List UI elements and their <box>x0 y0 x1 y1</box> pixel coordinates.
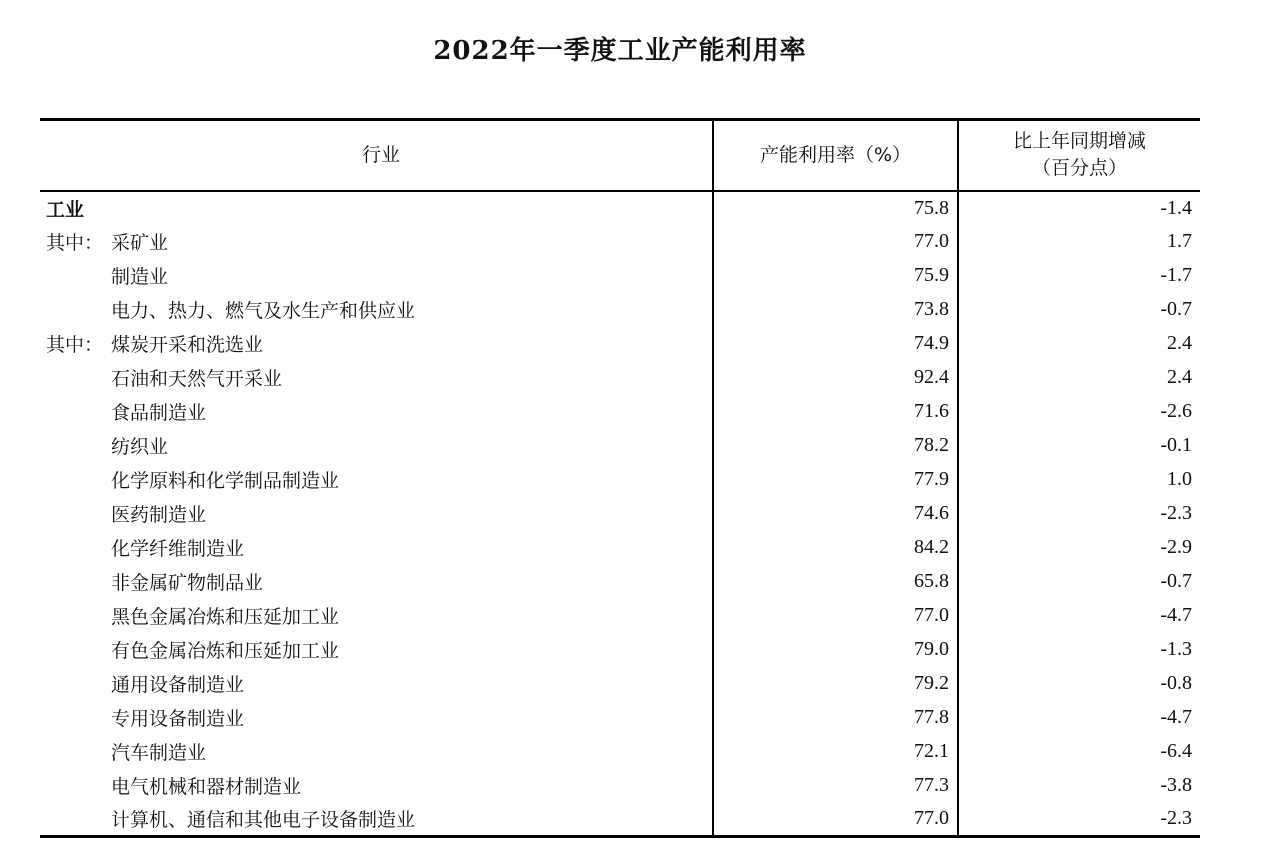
change-value: -4.7 <box>958 701 1200 735</box>
rate-value: 75.9 <box>713 259 958 293</box>
industry-cell <box>40 701 713 735</box>
table-row <box>40 769 1200 803</box>
rate-value: 74.6 <box>713 497 958 531</box>
change-value: -0.1 <box>958 429 1200 463</box>
capacity-utilization-table <box>40 118 1200 838</box>
industry-cell <box>40 633 713 667</box>
industry-cell <box>40 395 713 429</box>
industry-name: 纺织业 <box>111 436 169 458</box>
industry-name: 医药制造业 <box>111 504 207 526</box>
industry-cell <box>40 259 713 293</box>
change-value: -4.7 <box>958 599 1200 633</box>
industry-name: 非金属矿物制品业 <box>111 572 264 594</box>
industry-name: 电气机械和器材制造业 <box>111 776 302 798</box>
rate-value: 77.9 <box>713 463 958 497</box>
table-row <box>40 735 1200 769</box>
table-row <box>40 225 1200 259</box>
industry-cell <box>40 361 713 395</box>
industry-name: 制造业 <box>111 266 169 288</box>
industry-cell <box>40 599 713 633</box>
rate-value: 77.3 <box>713 769 958 803</box>
table-row <box>40 667 1200 701</box>
change-value: 1.0 <box>958 463 1200 497</box>
rate-value: 92.4 <box>713 361 958 395</box>
table-row <box>40 633 1200 667</box>
table-row <box>40 531 1200 565</box>
industry-name: 黑色金属冶炼和压延加工业 <box>111 606 340 628</box>
rate-value: 71.6 <box>713 395 958 429</box>
rate-value: 74.9 <box>713 327 958 361</box>
industry-cell <box>40 803 713 837</box>
industry-name: 计算机、通信和其他电子设备制造业 <box>111 809 416 832</box>
table-row <box>40 463 1200 497</box>
industry-name: 煤炭开采和洗选业 <box>111 334 264 356</box>
industry-cell <box>40 293 713 327</box>
change-value: -0.7 <box>958 565 1200 599</box>
rate-value: 75.8 <box>713 191 958 225</box>
change-value: -1.3 <box>958 633 1200 667</box>
page-title: 2022年一季度工业产能利用率 <box>433 36 807 66</box>
industry-cell <box>40 463 713 497</box>
header-change <box>958 120 1200 191</box>
table-row <box>40 191 1200 225</box>
industry-name: 汽车制造业 <box>111 742 207 764</box>
change-value: -2.3 <box>958 497 1200 531</box>
rate-value: 79.2 <box>713 667 958 701</box>
rate-value: 78.2 <box>713 429 958 463</box>
industry-name: 电力、热力、燃气及水生产和供应业 <box>111 300 416 322</box>
industry-cell <box>40 429 713 463</box>
rate-value: 77.0 <box>713 225 958 259</box>
table-row <box>40 361 1200 395</box>
industry-name: 通用设备制造业 <box>111 674 245 696</box>
change-value: 2.4 <box>958 327 1200 361</box>
change-value: -3.8 <box>958 769 1200 803</box>
change-value: -2.3 <box>958 803 1200 837</box>
rate-value: 77.0 <box>713 803 958 837</box>
industry-cell <box>40 225 713 259</box>
industry-name: 食品制造业 <box>111 402 207 424</box>
table-row <box>40 803 1200 837</box>
table-header-row <box>40 120 1200 191</box>
rate-value: 65.8 <box>713 565 958 599</box>
table-row <box>40 395 1200 429</box>
table-row <box>40 429 1200 463</box>
change-value: -1.4 <box>958 191 1200 225</box>
industry-cell <box>40 667 713 701</box>
industry-name: 化学纤维制造业 <box>111 538 245 560</box>
header-rate: 产能利用率（%） <box>713 120 958 191</box>
change-value: -0.7 <box>958 293 1200 327</box>
change-value: 2.4 <box>958 361 1200 395</box>
header-change-line1: 比上年同期增减 <box>1012 130 1146 153</box>
rate-value: 77.8 <box>713 701 958 735</box>
industry-name: 化学原料和化学制品制造业 <box>111 470 340 492</box>
change-value: -6.4 <box>958 735 1200 769</box>
header-industry: 行业 <box>40 120 713 191</box>
industry-name: 采矿业 <box>111 232 169 254</box>
industry-name: 有色金属冶炼和压延加工业 <box>111 640 340 662</box>
industry-name: 石油和天然气开采业 <box>111 368 283 390</box>
industry-cell <box>40 327 713 361</box>
industry-cell <box>40 497 713 531</box>
change-value: -2.9 <box>958 531 1200 565</box>
rate-value: 73.8 <box>713 293 958 327</box>
rate-value: 79.0 <box>713 633 958 667</box>
industry-cell <box>40 735 713 769</box>
table-row <box>40 259 1200 293</box>
change-value: -0.8 <box>958 667 1200 701</box>
table-row <box>40 327 1200 361</box>
table-row <box>40 599 1200 633</box>
change-value: -1.7 <box>958 259 1200 293</box>
rate-value: 72.1 <box>713 735 958 769</box>
table-row <box>40 293 1200 327</box>
table-row <box>40 701 1200 735</box>
change-value: -2.6 <box>958 395 1200 429</box>
rate-value: 77.0 <box>713 599 958 633</box>
change-value: 1.7 <box>958 225 1200 259</box>
rate-value: 84.2 <box>713 531 958 565</box>
industry-cell <box>40 769 713 803</box>
header-change-line2: （百分点） <box>1031 157 1127 180</box>
row-prefix: 其中： <box>46 232 104 254</box>
table-row <box>40 497 1200 531</box>
industry-cell <box>40 191 713 225</box>
row-prefix: 其中： <box>46 334 104 356</box>
industry-name: 工业 <box>46 198 85 221</box>
industry-cell <box>40 531 713 565</box>
industry-cell <box>40 565 713 599</box>
table-row <box>40 565 1200 599</box>
industry-name: 专用设备制造业 <box>111 708 245 730</box>
